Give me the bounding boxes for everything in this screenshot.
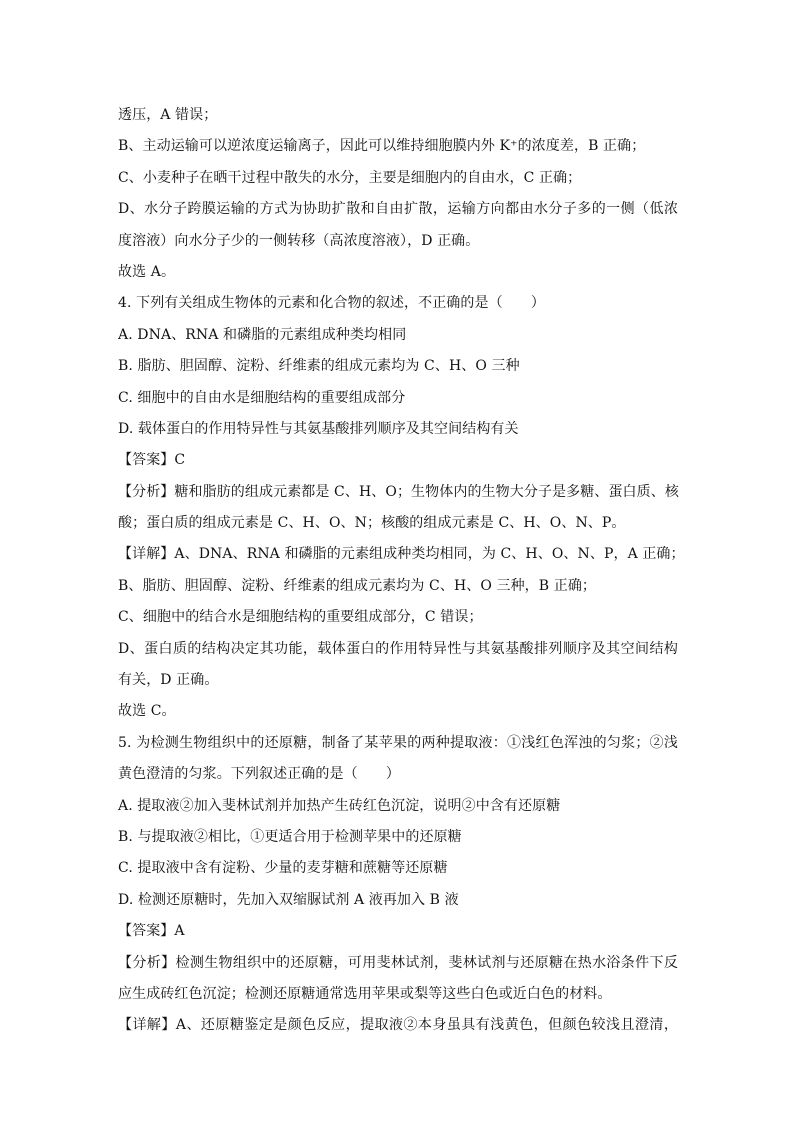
detail-line: D、蛋白质的结构决定其功能，载体蛋白的作用特异性与其氨基酸排列顺序及其空间结构 — [118, 640, 678, 657]
option-a: A. 提取液②加入斐林试剂并加热产生砖红色沉淀，说明②中含有还原糖 — [118, 797, 561, 814]
text-line: B、主动运输可以逆浓度运输离子，因此可以维持细胞膜内外 K⁺的浓度差，B 正确； — [118, 138, 646, 155]
detail-line: 【详解】A、还原糖鉴定是颜色反应，提取液②本身虽具有浅黄色，但颜色较浅且澄清， — [118, 1017, 678, 1034]
option-d: D. 载体蛋白的作用特异性与其氨基酸排列顺序及其空间结构有关 — [118, 420, 519, 437]
detail-line: B、脂肪、胆固醇、淀粉、纤维素的组成元素均为 C、H、O 三种，B 正确； — [118, 577, 597, 594]
option-c: C. 细胞中的自由水是细胞结构的重要组成部分 — [118, 389, 406, 406]
option-a: A. DNA、RNA 和磷脂的元素组成种类均相同 — [118, 326, 407, 343]
option-b: B. 与提取液②相比，①更适合用于检测苹果中的还原糖 — [118, 828, 462, 845]
analysis-line: 【分析】检测生物组织中的还原糖，可用斐林试剂，斐林试剂与还原糖在热水浴条件下反 — [118, 954, 678, 971]
answer-label: 【答案】C — [118, 452, 186, 469]
answer-label: 【答案】A — [118, 923, 185, 940]
text-line: 透压，A 错误； — [118, 107, 218, 123]
analysis-line: 酸；蛋白质的组成元素是 C、H、O、N；核酸的组成元素是 C、H、O、N、P。 — [118, 515, 626, 532]
detail-line: 【详解】A、DNA、RNA 和磷脂的元素组成种类均相同，为 C、H、O、N、P，A 正确； — [118, 546, 685, 563]
analysis-line: 【分析】糖和脂肪的组成元素都是 C、H、O；生物体内的生物大分子是多糖、蛋白质、核 — [118, 483, 679, 500]
question-stem: 4. 下列有关组成生物体的元素和化合物的叙述，不正确的是（ ） — [118, 295, 546, 312]
text-line: 故选 C。 — [118, 703, 176, 720]
text-line: 度溶液）向水分子少的一侧转移（高浓度溶液），D 正确。 — [118, 232, 480, 249]
question-stem: 5. 为检测生物组织中的还原糖，制备了某苹果的两种提取液：①浅红色浑浊的匀浆；②浅 — [118, 734, 678, 751]
option-d: D. 检测还原糖时，先加入双缩脲试剂 A 液再加入 B 液 — [118, 891, 459, 908]
text-line: D、水分子跨膜运输的方式为协助扩散和自由扩散，运输方向都由水分子多的一侧（低浓 — [118, 201, 678, 218]
detail-line: 有关，D 正确。 — [118, 672, 219, 689]
answer-explanation-text — [118, 100, 685, 1042]
question-stem: 黄色澄清的匀浆。下列叙述正确的是（ ） — [118, 766, 400, 783]
text-line: C、小麦种子在晒干过程中散失的水分，主要是细胞内的自由水，C 正确； — [118, 169, 582, 186]
text-line: 故选 A。 — [118, 263, 176, 280]
analysis-line: 应生成砖红色沉淀；检测还原糖通常选用苹果或梨等这些白色或近白色的材料。 — [118, 985, 612, 1002]
option-b: B. 脂肪、胆固醇、淀粉、纤维素的组成元素均为 C、H、O 三种 — [118, 358, 520, 375]
detail-line: C、细胞中的结合水是细胞结构的重要组成部分，C 错误； — [118, 609, 483, 626]
option-c: C. 提取液中含有淀粉、少量的麦芽糖和蔗糖等还原糖 — [118, 860, 448, 877]
